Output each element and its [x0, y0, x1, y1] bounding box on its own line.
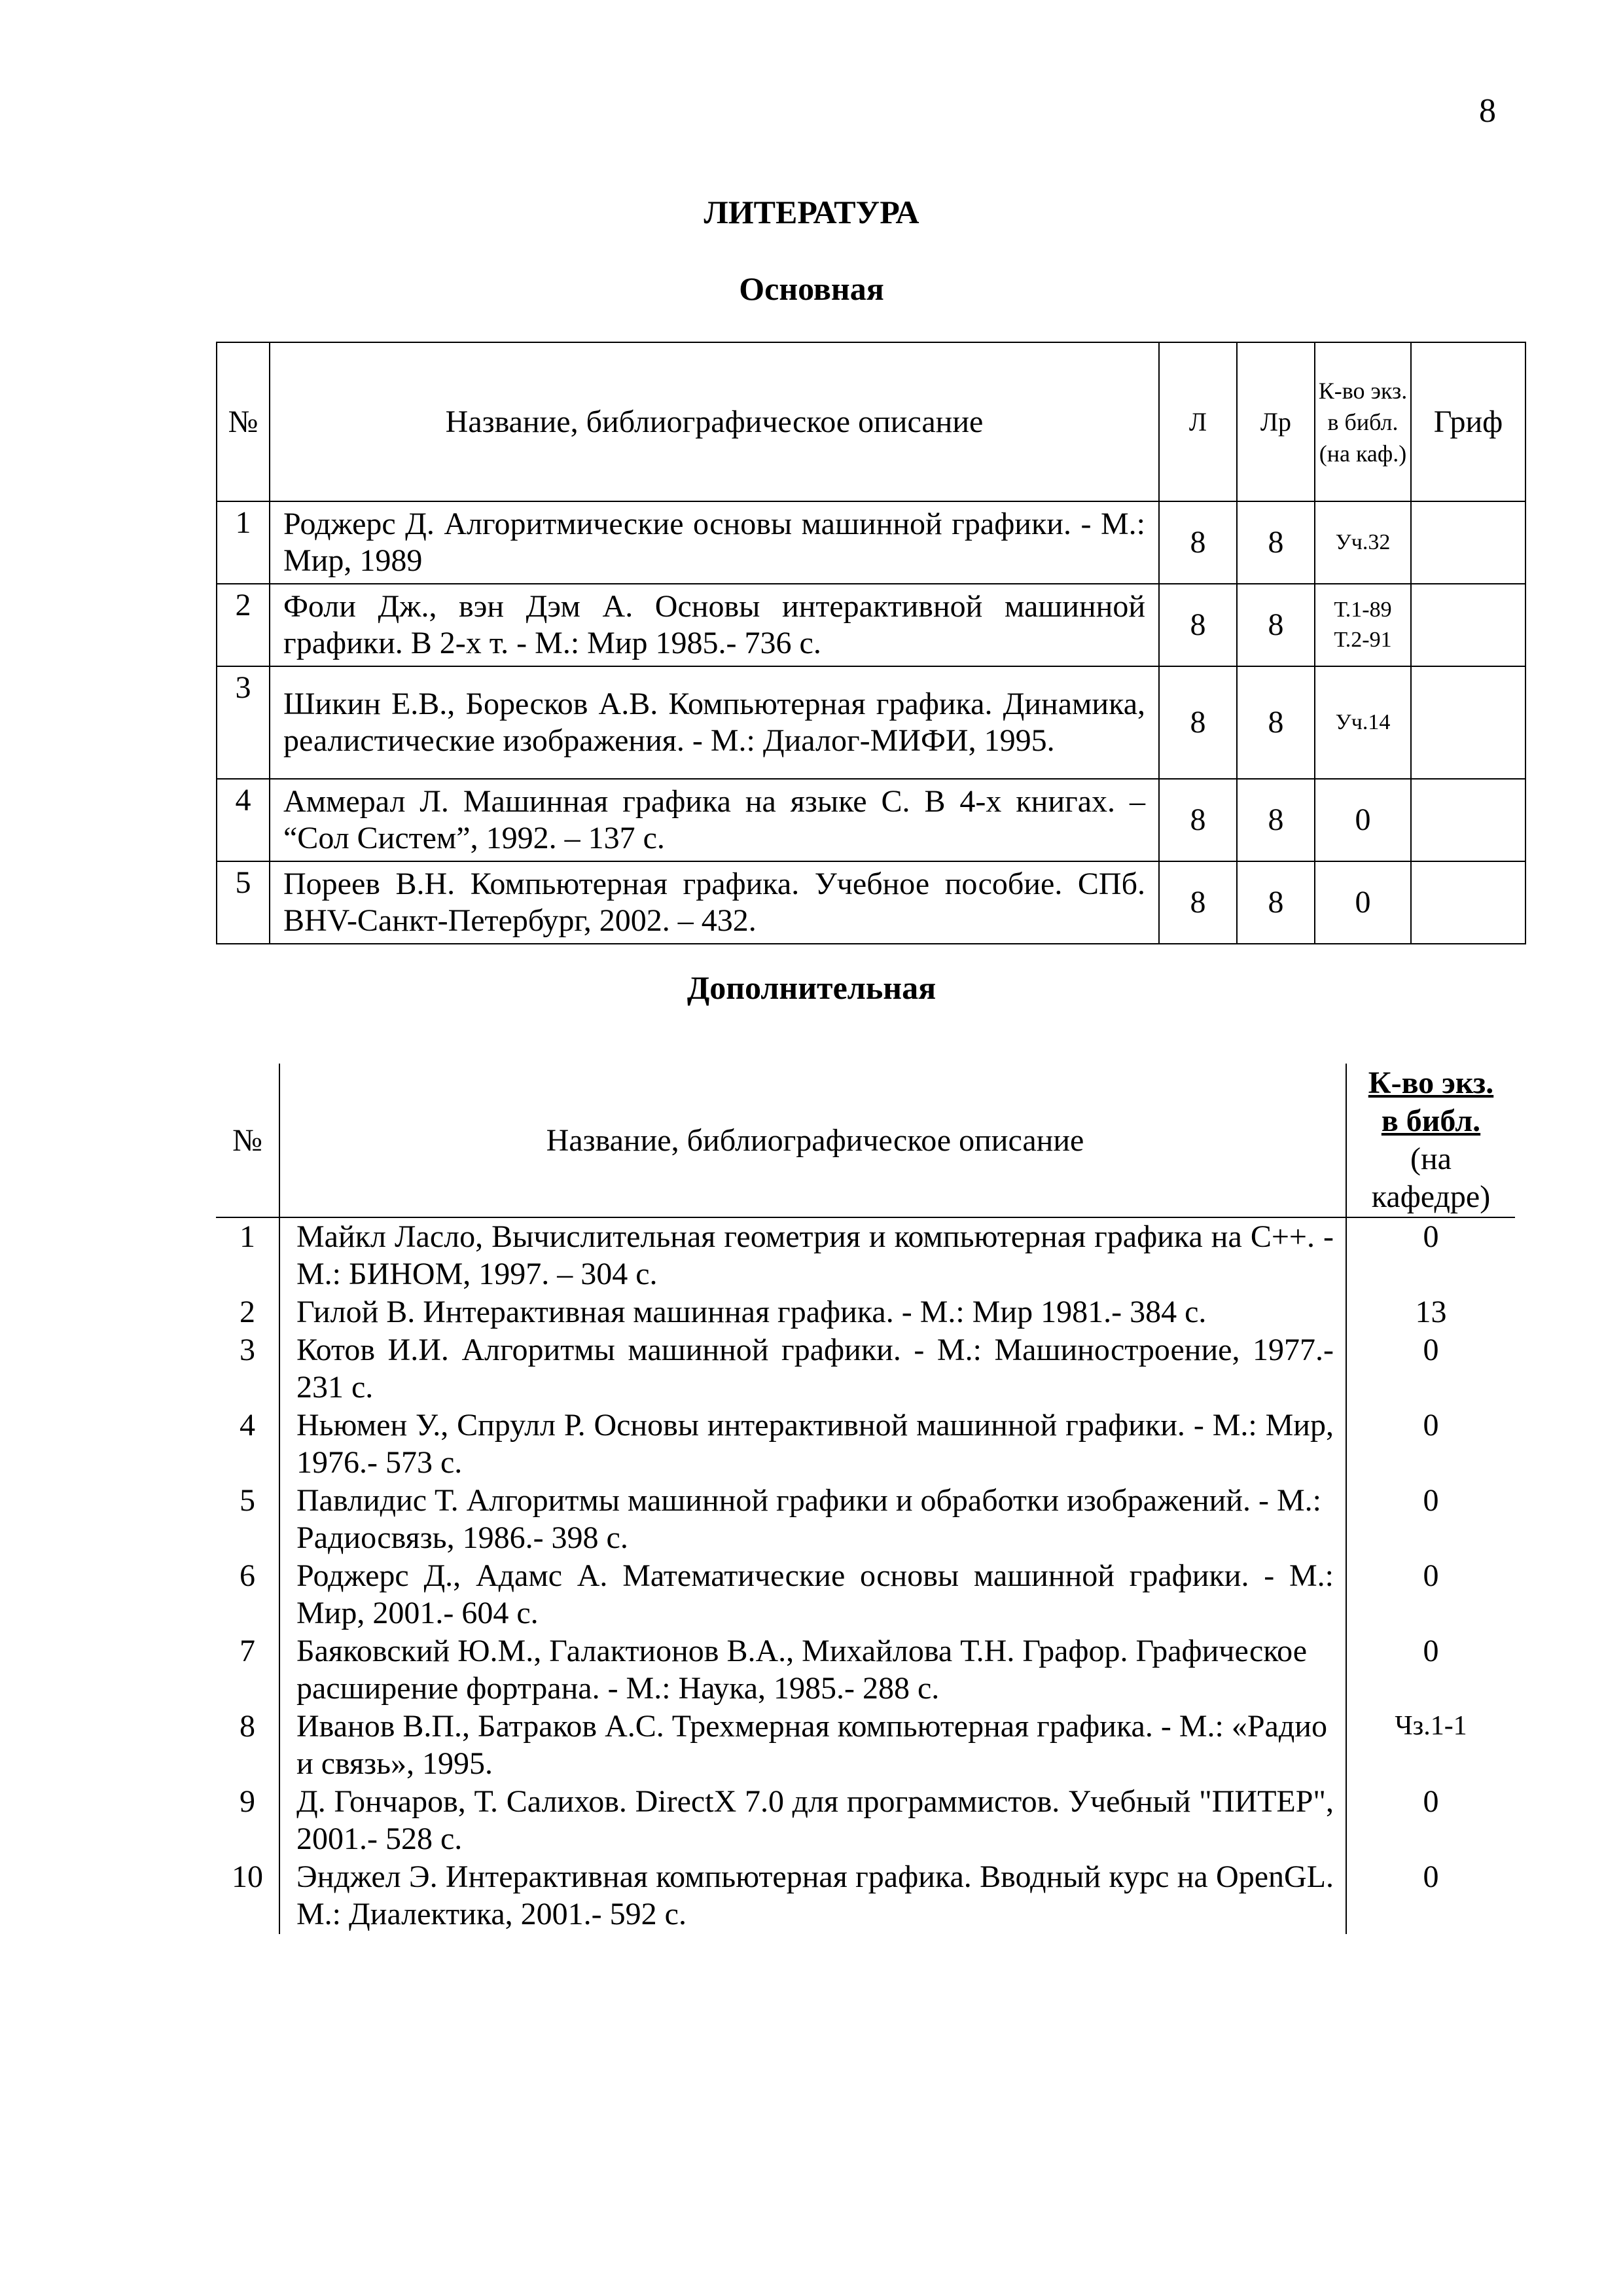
- row-qty: 0: [1423, 1219, 1439, 1254]
- row-title: Иванов В.П., Батраков А.С. Трехмерная компьютерная графика. - М.: «Радио и связь», 1995.: [279, 1708, 1346, 1783]
- row-num: 1: [216, 1217, 279, 1293]
- row-grif: [1411, 861, 1525, 944]
- row-qty: 0: [1423, 1333, 1439, 1367]
- row-title: Павлидис Т. Алгоритмы машинной графики и обработки изображений. - М.: Радиосвязь, 1986.- 398 с.: [279, 1482, 1346, 1557]
- table-row: [216, 1407, 1515, 1482]
- table-header-row: [216, 1064, 1515, 1217]
- row-num: 10: [216, 1858, 279, 1934]
- table-row: [217, 861, 1525, 944]
- header-qty: [1346, 1064, 1515, 1217]
- row-num: 4: [217, 779, 270, 861]
- row-title: Роджерс Д., Адамс А. Математические основы машинной графики. - М.: Мир, 2001.- 604 с.: [279, 1557, 1346, 1632]
- row-lr: 8: [1237, 584, 1315, 666]
- table-row: [216, 1783, 1515, 1858]
- header-qty-line4: кафедре): [1371, 1179, 1491, 1214]
- row-qty: 0: [1423, 1483, 1439, 1518]
- row-title: Аммерал Л. Машинная графика на языке С. В 4-х книгах. – “Сол Систем”, 1992. – 137 с.: [270, 779, 1159, 861]
- table-row: [216, 1557, 1515, 1632]
- row-num: 2: [216, 1293, 279, 1331]
- row-num: 4: [216, 1407, 279, 1482]
- row-qty: 0: [1315, 861, 1411, 944]
- row-title: Майкл Ласло, Вычислительная геометрия и компьютерная графика на С++. - М.: БИНОМ, 1997. – 304 с.: [279, 1217, 1346, 1293]
- row-qty: 0: [1423, 1859, 1439, 1894]
- table-row: [216, 1858, 1515, 1934]
- row-qty: 0: [1423, 1634, 1439, 1668]
- row-lr: 8: [1237, 861, 1315, 944]
- row-qty: Чз.1-1: [1395, 1711, 1467, 1741]
- table-header-row: [217, 342, 1525, 501]
- row-title: Ньюмен У., Спрулл Р. Основы интерактивной машинной графики. - М.: Мир, 1976.- 573 с.: [279, 1407, 1346, 1482]
- header-qty: К-во экз. в библ. (на каф.): [1315, 342, 1411, 501]
- row-num: 3: [217, 666, 270, 779]
- row-title: Д. Гончаров, Т. Салихов. DirectX 7.0 для программистов. Учебный "ПИТЕР", 2001.- 528 с.: [279, 1783, 1346, 1858]
- header-num: №: [216, 1064, 279, 1217]
- row-l: 8: [1159, 666, 1237, 779]
- header-qty-line2: в библ.: [1381, 1103, 1481, 1138]
- row-title: Гилой В. Интерактивная машинная графика. - М.: Мир 1981.- 384 с.: [279, 1293, 1346, 1331]
- table-row: [216, 1482, 1515, 1557]
- page-number: 8: [1479, 92, 1496, 130]
- row-qty: 0: [1423, 1558, 1439, 1593]
- header-l: Л: [1159, 342, 1237, 501]
- row-title: Энджел Э. Интерактивная компьютерная графика. Вводный курс на OpenGL. М.: Диалектика, 2001.- 592 с.: [279, 1858, 1346, 1934]
- table-row: [217, 501, 1525, 584]
- table-row: [216, 1217, 1515, 1293]
- row-title: Фоли Дж., вэн Дэм А. Основы интерактивной машинной графики. В 2-х т. - М.: Мир 1985.- 736 с.: [270, 584, 1159, 666]
- row-title: Баяковский Ю.М., Галактионов В.А., Михайлова Т.Н. Графор. Графическое расширение фортрана. - М.: Наука, 1985.- 288 с.: [279, 1632, 1346, 1708]
- row-grif: [1411, 584, 1525, 666]
- row-grif: [1411, 779, 1525, 861]
- header-title: Название, библиографическое описание: [279, 1064, 1346, 1217]
- row-num: 5: [216, 1482, 279, 1557]
- row-num: 3: [216, 1331, 279, 1407]
- table-row: [217, 779, 1525, 861]
- row-grif: [1411, 501, 1525, 584]
- row-qty: Уч.14: [1315, 666, 1411, 779]
- row-qty: Уч.32: [1315, 501, 1411, 584]
- main-literature-title: Основная: [739, 270, 884, 307]
- row-lr: 8: [1237, 666, 1315, 779]
- row-num: 9: [216, 1783, 279, 1858]
- row-title: Шикин Е.В., Боресков А.В. Компьютерная графика. Динамика, реалистические изображения. - М.: Диалог-МИФИ, 1995.: [270, 666, 1159, 779]
- row-num: 5: [217, 861, 270, 944]
- row-qty: 13: [1415, 1295, 1447, 1329]
- header-qty-line1: К-во экз.: [1368, 1066, 1494, 1100]
- row-l: 8: [1159, 779, 1237, 861]
- row-l: 8: [1159, 501, 1237, 584]
- row-title: Пореев В.Н. Компьютерная графика. Учебное пособие. СПб. BHV-Санкт-Петербург, 2002. – 432.: [270, 861, 1159, 944]
- header-title: Название, библиографическое описание: [270, 342, 1159, 501]
- row-num: 7: [216, 1632, 279, 1708]
- row-num: 8: [216, 1708, 279, 1783]
- extra-literature-table: [216, 1064, 1515, 1934]
- row-lr: 8: [1237, 501, 1315, 584]
- main-literature-table: [216, 342, 1526, 944]
- header-lr: Лр: [1237, 342, 1315, 501]
- header-qty-line3: (на: [1410, 1141, 1452, 1176]
- row-lr: 8: [1237, 779, 1315, 861]
- row-num: 2: [217, 584, 270, 666]
- table-row: [217, 666, 1525, 779]
- header-num: №: [217, 342, 270, 501]
- table-row: [216, 1708, 1515, 1783]
- row-title: Котов И.И. Алгоритмы машинной графики. - М.: Машиностроение, 1977.- 231 с.: [279, 1331, 1346, 1407]
- table-row: [217, 584, 1525, 666]
- row-qty: Т.1-89 Т.2-91: [1315, 584, 1411, 666]
- row-grif: [1411, 666, 1525, 779]
- row-num: 1: [217, 501, 270, 584]
- table-row: [216, 1293, 1515, 1331]
- row-num: 6: [216, 1557, 279, 1632]
- row-l: 8: [1159, 861, 1237, 944]
- row-qty: 0: [1315, 779, 1411, 861]
- extra-literature-title: Дополнительная: [687, 969, 936, 1006]
- row-l: 8: [1159, 584, 1237, 666]
- table-row: [216, 1632, 1515, 1708]
- page-title: ЛИТЕРАТУРА: [704, 194, 919, 230]
- row-qty: 0: [1423, 1784, 1439, 1819]
- header-grif: Гриф: [1411, 342, 1525, 501]
- row-qty: 0: [1423, 1408, 1439, 1443]
- table-row: [216, 1331, 1515, 1407]
- row-title: Роджерс Д. Алгоритмические основы машинной графики. - М.: Мир, 1989: [270, 501, 1159, 584]
